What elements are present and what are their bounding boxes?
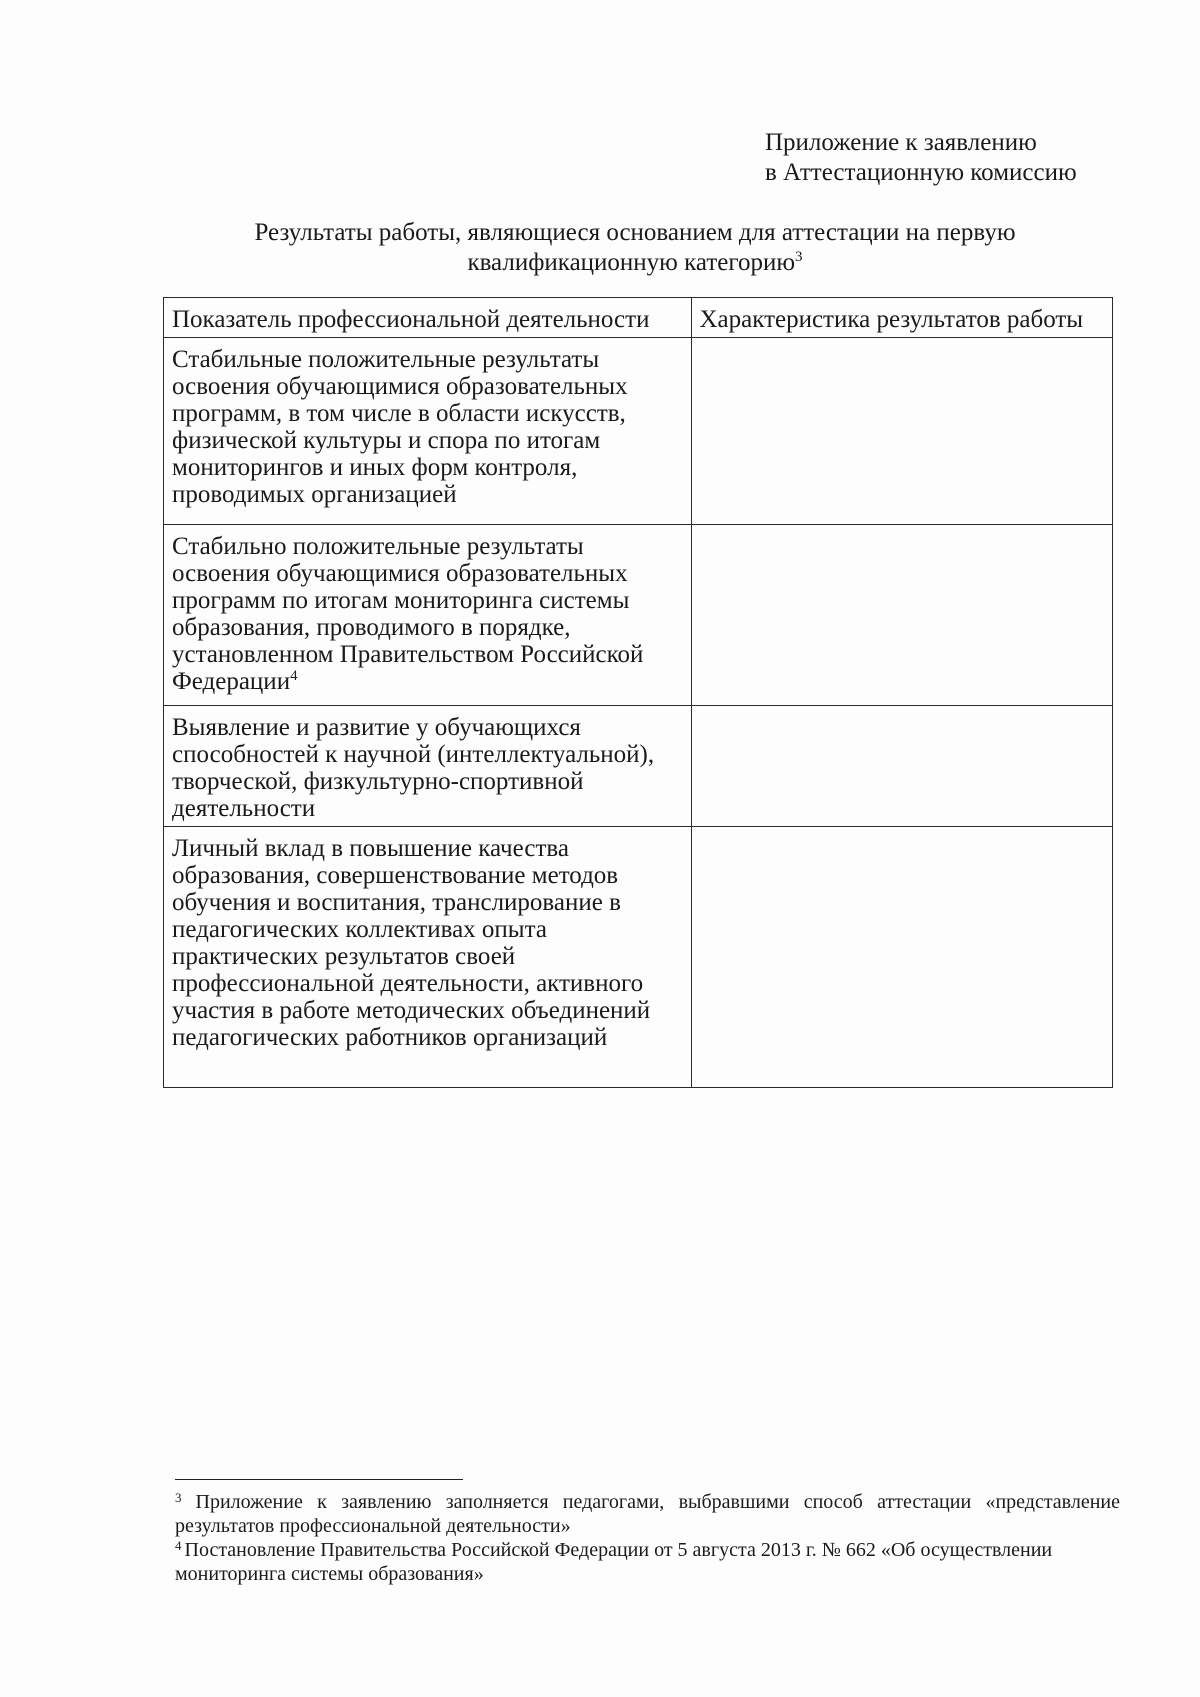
table-row xyxy=(164,525,1113,706)
document-title-line1: Результаты работы, являющиеся основанием для аттестации на первую xyxy=(254,219,1016,246)
indicator-cell: Выявление и развитие у обучающихся способностей к научной (интеллектуальной), творческой, физкультурно-спортивной деятельности xyxy=(164,706,692,827)
appendix-note-line1: Приложение к заявлению xyxy=(765,129,1037,156)
footnote-mark: 4 xyxy=(175,1538,182,1553)
footnote-3 xyxy=(175,1490,1120,1538)
header-indicator: Показатель профессиональной деятельности xyxy=(164,298,692,338)
result-cell xyxy=(691,827,1113,1088)
results-table xyxy=(163,297,1113,1088)
appendix-note xyxy=(765,128,1077,188)
footnote-text: Приложение к заявлению заполняется педагогами, выбравшими способ аттестации «представление результатов профессиональной деятельности» xyxy=(175,1491,1120,1537)
header-result: Характеристика результатов работы xyxy=(691,298,1113,338)
document-title xyxy=(150,218,1120,278)
table-header-row xyxy=(164,298,1113,338)
footnote-4 xyxy=(175,1538,1120,1586)
footnotes xyxy=(175,1490,1120,1586)
indicator-cell: Личный вклад в повышение качества образования, совершенствование методов обучения и воспитания, транслирование в педагогических коллективах опыта практических результатов своей профессиональной деятельности, активного участия в работе методических объединений педагогических работников организаций xyxy=(164,827,692,1088)
table-row xyxy=(164,706,1113,827)
document-title-line2 xyxy=(150,248,1120,278)
footnote-ref-3: 3 xyxy=(795,249,803,265)
table-row xyxy=(164,827,1113,1088)
footnote-text: Постановление Правительства Российской Федерации от 5 августа 2013 г. № 662 «Об осуществлении мониторинга системы образования» xyxy=(175,1539,1053,1585)
result-cell xyxy=(691,338,1113,525)
result-cell xyxy=(691,706,1113,827)
appendix-note-line2: в Аттестационную комиссию xyxy=(765,159,1077,186)
table-row xyxy=(164,338,1113,525)
footnote-ref-4: 4 xyxy=(290,668,298,684)
document-title-line2-text: квалификационную категорию xyxy=(467,249,796,276)
indicator-cell: Стабильные положительные результаты освоения обучающимися образовательных программ, в том числе в области искусств, физической культуры и спора по итогам мониторингов и иных форм контроля, проводимых организацией xyxy=(164,338,692,525)
indicator-text: Стабильно положительные результаты освоения обучающимися образовательных программ по итогам мониторинга системы образования, проводимого в порядке, установленном Правительством Российской Федерации xyxy=(172,533,644,695)
footnote-mark: 3 xyxy=(175,1490,182,1505)
footnote-separator xyxy=(175,1479,463,1480)
result-cell xyxy=(691,525,1113,706)
indicator-cell xyxy=(164,525,692,706)
